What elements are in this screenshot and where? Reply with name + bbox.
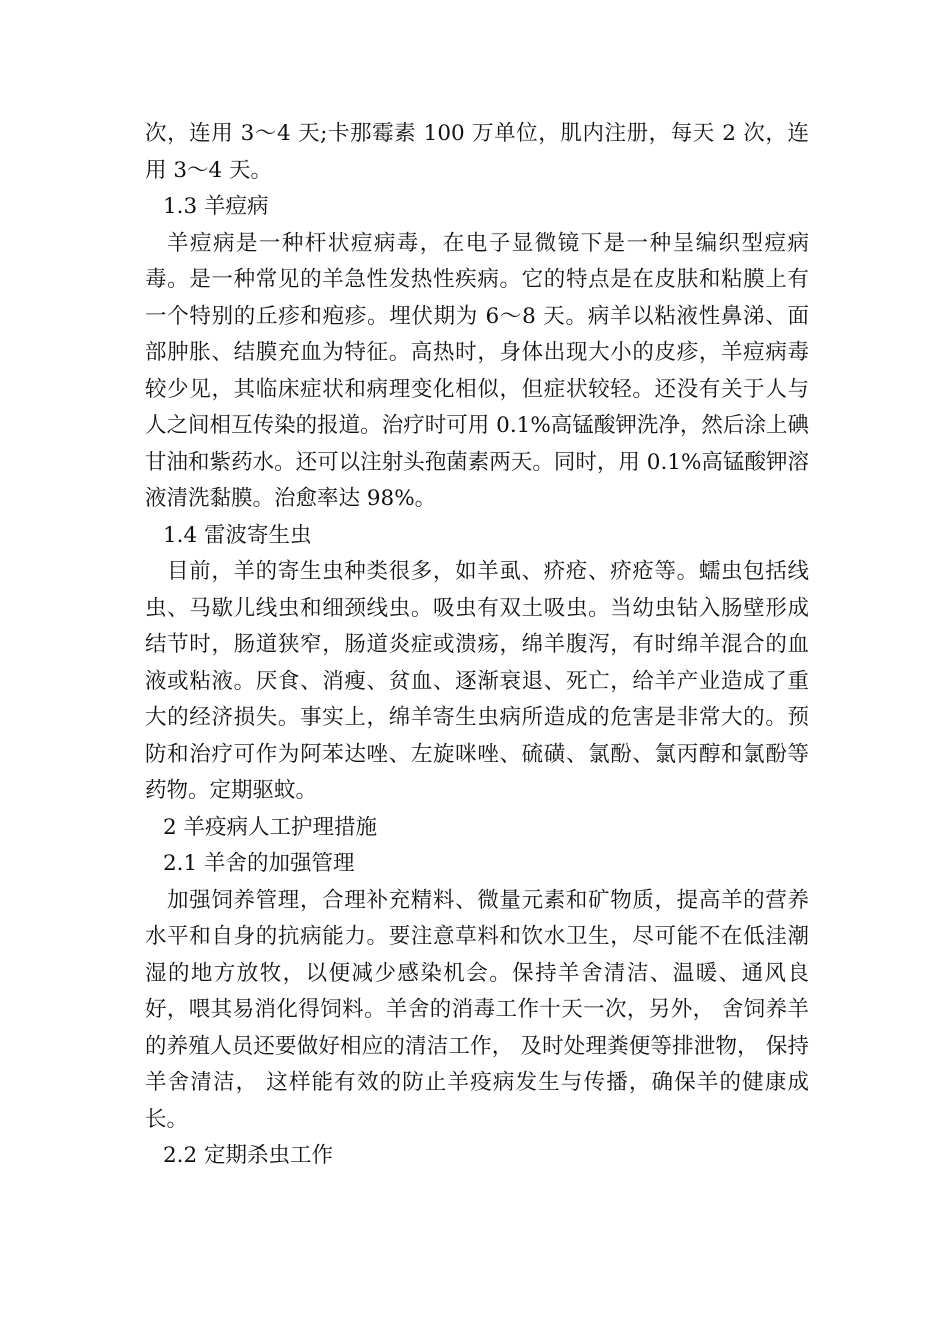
section-heading-2-2: 2.2 定期杀虫工作	[163, 1143, 334, 1168]
paragraph-continued-dosage: 次，连用 3～4 天;卡那霉素 100 万单位，肌内注册，每天 2 次，连用 3～4 天。	[145, 121, 809, 183]
paragraph-parasites: 目前，羊的寄生虫种类很多，如羊虱、疥疮、疥疮等。蠕虫包括线虫、马歇儿线虫和细颈线虫。吸虫有双土吸虫。当幼虫钻入肠壁形成结节时，肠道狭窄，肠道炎症或溃疡，绵羊腹泻，有时绵羊混合的血液或粘液。厌食、消瘦、贫血、逐渐衰退、死亡，给羊产业造成了重大的经济损失。事实上，绵羊寄生虫病所造成的危害是非常大的。预防和治疗可作为阿苯达唑、左旋咪唑、硫磺、氯酚、氯丙醇和氯酚等药物。定期驱蚊。	[145, 559, 809, 803]
section-heading-2: 2 羊疫病人工护理措施	[163, 814, 378, 840]
paragraph-sheep-pox: 羊痘病是一种杆状痘病毒，在电子显微镜下是一种呈编织型痘病毒。是一种常见的羊急性发热性疾病。它的特点是在皮肤和粘膜上有一个特别的丘疹和疱疹。埋伏期为 6～8 天。病羊以粘液性鼻涕、面部肿胀、结膜充血为特征。高热时，身体出现大小的皮疹，羊痘病毒较少见，其临床症状和病理变化相似，但症状较轻。还没有关于人与人之间相互传染的报道。治疗时可用 0.1%高锰酸钾洗净，然后涂上碘甘油和紫药水。还可以注射头孢菌素两天。同时，用 0.1%高锰酸钾溶液清洗黏膜。治愈率达 98%。	[145, 230, 809, 511]
paragraph-shed-management: 加强饲养管理，合理补充精料、微量元素和矿物质，提高羊的营养水平和自身的抗病能力。要注意草料和饮水卫生，尽可能不在低洼潮湿的地方放牧，以便减少感染机会。保持羊舍清洁、温暖、通风良好，喂其易消化得饲料。羊舍的消毒工作十天一次，另外， 舍饲养羊的养殖人员还要做好相应的清洁工作， 及时处理粪便等排泄物， 保持羊舍清洁， 这样能有效的防止羊疫病发生与传播，确保羊的健康成长。	[145, 887, 809, 1132]
section-heading-1-4: 1.4 雷波寄生虫	[163, 522, 312, 548]
section-heading-1-3: 1.3 羊痘病	[163, 194, 269, 219]
section-heading-2-1: 2.1 羊舍的加强管理	[163, 851, 355, 876]
document-body	[145, 116, 809, 1175]
